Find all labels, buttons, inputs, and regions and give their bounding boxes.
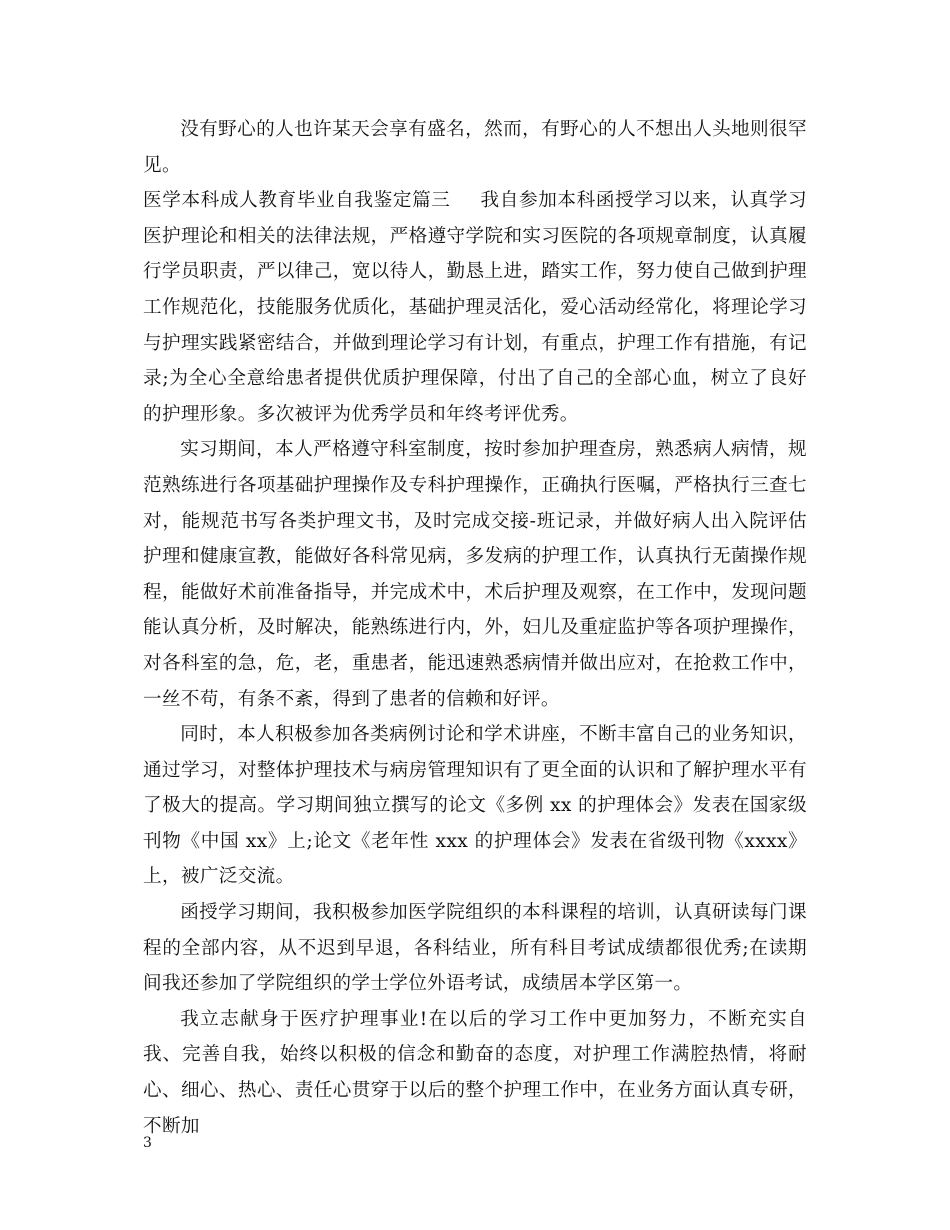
section-heading: 医学本科成人教育毕业自我鉴定篇三 (143, 190, 451, 212)
paragraph-text: 实习期间，本人严格遵守科室制度，按时参加护理查房，熟悉病人病情，规范熟练进行各项基础护理操作及专科护理操作，正确执行医嘱，严格执行三查七对，能规范书写各类护理文书，及时完成交接-班记录，并做好病人出入院评估护理和健康宣教，能做好各科常见病，多发病的护理工作，认真执行无菌操作规程，能做好术前准备指导，并完成术中，术后护理及观察，在工作中，发现问题能认真分析，及时解决，能熟练进行内，外，妇儿及重症监护等各项护理操作，对各科室的急，危，老，重患者，能迅速熟悉病情并做出应对，在抢救工作中，一丝不苟，有条不紊，得到了患者的信赖和好评。 (143, 439, 807, 710)
paragraph-text: 同时，本人积极参加各类病例讨论和学术讲座，不断丰富自己的业务知识，通过学习，对整体护理技术与病房管理知识有了更全面的认识和了解护理水平有了极大的提高。学习期间独立撰写的论文《多例 xx 的护理体会》发表在国家级刊物《中国 xx》上;论文《老年性 xxx 的护理体会》发表在省级刊物《xxxx》上，被广泛交流。 (143, 724, 807, 888)
page-number: 3 (143, 1135, 152, 1151)
paragraph-text: 函授学习期间，我积极参加医学院组织的本科课程的培训，认真研读每门课程的全部内容，从不迟到早退，各科结业，所有科目考试成绩都很优秀;在读期间我还参加了学院组织的学士学位外语考试，成绩居本学区第一。 (143, 902, 807, 995)
paragraph-internship (143, 432, 807, 717)
paragraph-text: 没有野心的人也许某天会享有盛名，然而，有野心的人不想出人头地则很罕见。 (143, 119, 807, 176)
paragraph-text: 我立志献身于医疗护理事业!在以后的学习工作中更加努力，不断充实自我、完善自我，始终以积极的信念和勤奋的态度，对护理工作满腔热情，将耐心、细心、热心、责任心贯穿于以后的整个护理工作中，在业务方面认真专研，不断加 (143, 1008, 807, 1137)
paragraph-commitment (143, 1002, 807, 1144)
document-body (143, 112, 807, 1144)
paragraph-correspondence (143, 895, 807, 1002)
paragraph-section-three (143, 183, 807, 432)
paragraph-study (143, 717, 807, 895)
paragraph-text: 我自参加本科函授学习以来，认真学习医护理论和相关的法律法规，严格遵守学院和实习医院的各项规章制度，认真履行学员职责，严以律己，宽以待人，勤恳上进，踏实工作，努力使自己做到护理工作规范化，技能服务优质化，基础护理灵活化，爱心活动经常化，将理论学习与护理实践紧密结合，并做到理论学习有计划，有重点，护理工作有措施，有记录;为全心全意给患者提供优质护理保障，付出了自己的全部心血，树立了良好的护理形象。多次被评为优秀学员和年终考评优秀。 (143, 190, 807, 425)
paragraph-quote (143, 112, 807, 183)
